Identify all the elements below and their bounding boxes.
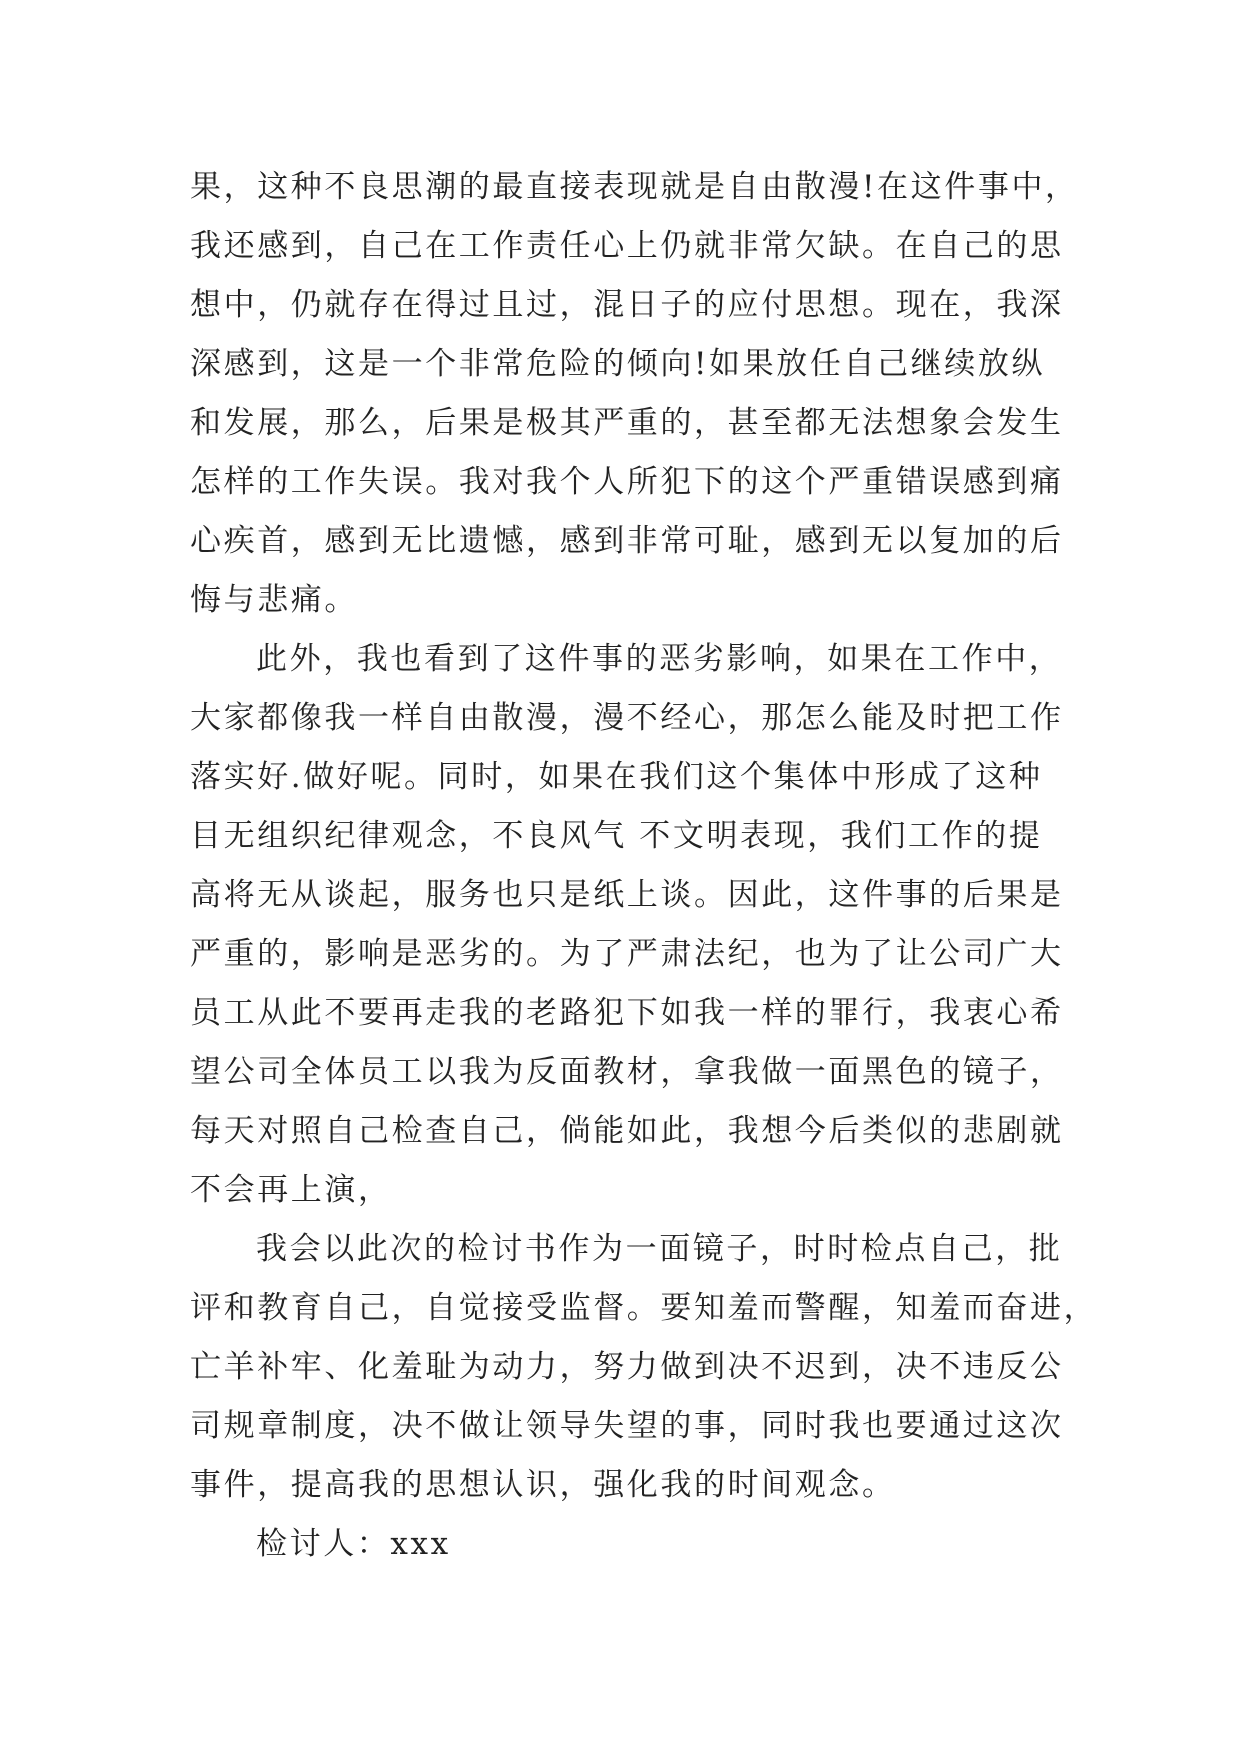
paragraph-2-line-6: 严重的，影响是恶劣的。为了严肃法纪，也为了让公司广大	[190, 936, 1064, 972]
paragraph-2-line-9: 每天对照自己检查自己，倘能如此，我想今后类似的悲剧就	[190, 1113, 1064, 1149]
paragraph-1-line-3: 想中，仍就存在得过且过，混日子的应付思想。现在，我深	[190, 287, 1064, 323]
document-body	[190, 158, 1098, 1574]
paragraph-3-line-5: 事件，提高我的思想认识，强化我的时间观念。	[190, 1467, 896, 1503]
paragraph-1-line-7: 心疾首，感到无比遗憾，感到非常可耻，感到无以复加的后	[190, 523, 1064, 559]
paragraph-2-line-7: 员工从此不要再走我的老路犯下如我一样的罪行，我衷心希	[190, 995, 1064, 1031]
paragraph-1-line-1: 果，这种不良思潮的最直接表现就是自由散漫!在这件事中，	[190, 169, 1079, 205]
paragraph-2-line-10: 不会再上演，	[190, 1172, 392, 1208]
paragraph-1-line-5: 和发展，那么，后果是极其严重的，甚至都无法想象会发生	[190, 405, 1064, 441]
signature-line: 检讨人：xxx	[256, 1526, 451, 1562]
paragraph-2-line-4: 目无组织纪律观念，不良风气 不文明表现，我们工作的提	[190, 818, 1043, 854]
paragraph-3-line-3: 亡羊补牢、化羞耻为动力，努力做到决不迟到，决不违反公	[190, 1349, 1064, 1385]
paragraph-1-line-6: 怎样的工作失误。我对我个人所犯下的这个严重错误感到痛	[190, 464, 1064, 500]
paragraph-2-line-2: 大家都像我一样自由散漫，漫不经心，那怎么能及时把工作	[190, 700, 1064, 736]
paragraph-2-line-3: 落实好.做好呢。同时，如果在我们这个集体中形成了这种	[190, 759, 1043, 795]
paragraph-3-line-1: 我会以此次的检讨书作为一面镜子，时时检点自己，批	[256, 1231, 1063, 1267]
paragraph-2-line-1: 此外，我也看到了这件事的恶劣影响，如果在工作中，	[256, 641, 1063, 677]
paragraph-2-line-8: 望公司全体员工以我为反面教材，拿我做一面黑色的镜子，	[190, 1054, 1064, 1090]
paragraph-3-line-4: 司规章制度，决不做让领导失望的事，同时我也要通过这次	[190, 1408, 1064, 1444]
paragraph-1-line-4: 深感到，这是一个非常危险的倾向!如果放任自己继续放纵	[190, 346, 1046, 382]
paragraph-3-line-2: 评和教育自己，自觉接受监督。要知羞而警醒，知羞而奋进，	[190, 1290, 1098, 1326]
paragraph-1-line-2: 我还感到，自己在工作责任心上仍就非常欠缺。在自己的思	[190, 228, 1064, 264]
paragraph-1-line-8: 悔与悲痛。	[190, 582, 358, 618]
paragraph-2-line-5: 高将无从谈起，服务也只是纸上谈。因此，这件事的后果是	[190, 877, 1064, 913]
